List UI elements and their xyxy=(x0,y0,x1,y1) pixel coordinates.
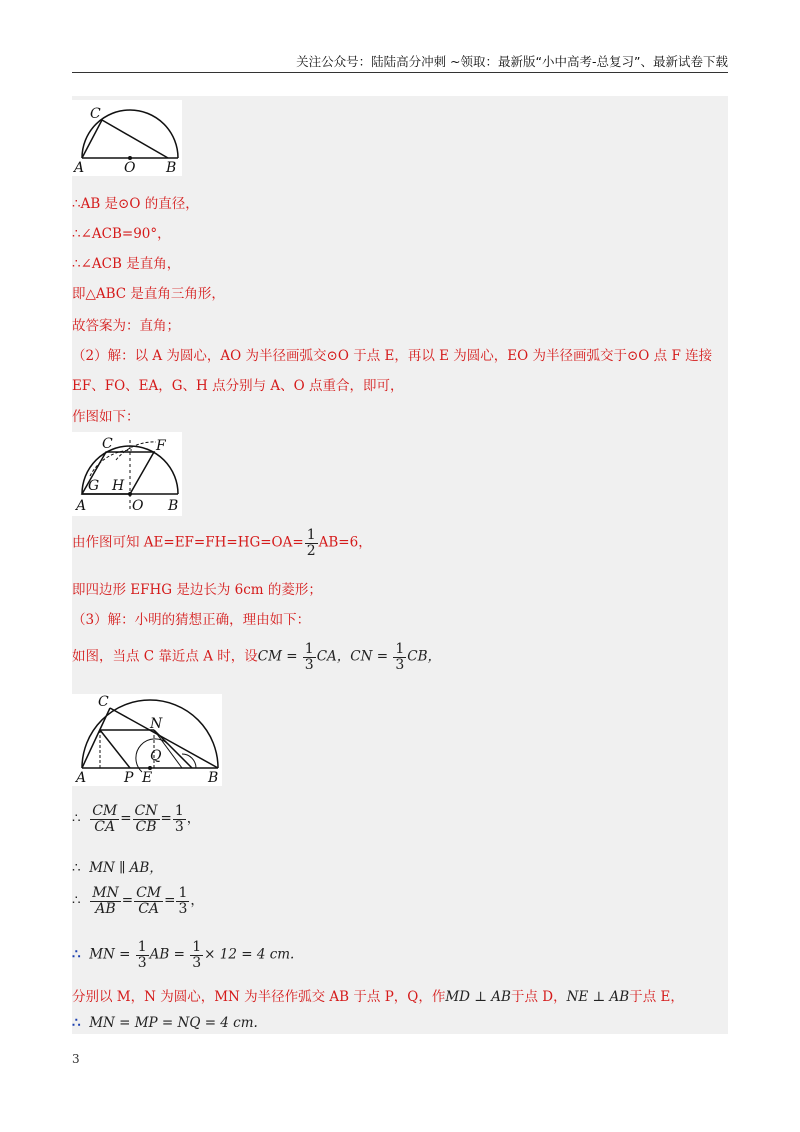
text-segment: 分别以 M，N 为圆心，MN 为半径作弧交 AB 于点 P，Q，作 xyxy=(72,989,446,1005)
label-a: A xyxy=(76,498,87,514)
label-q: Q xyxy=(150,748,162,764)
text-line: ∴∠ACB 是直角， xyxy=(72,256,181,272)
math-line xyxy=(72,856,163,876)
fraction xyxy=(173,804,186,834)
math-segment: × 12 = 4 cm. xyxy=(204,946,295,963)
text-segment: 于点 D， xyxy=(510,989,567,1005)
page-header: 关注公众号：陆陆高分冲刺 ~领取：最新版“小中高考-总复习”、最新试卷下载 xyxy=(296,54,728,69)
label-a: A xyxy=(76,770,87,786)
denominator: 3 xyxy=(178,900,188,917)
denominator: CA xyxy=(94,818,116,835)
numerator: 1 xyxy=(174,803,184,819)
label-h: H xyxy=(112,478,125,494)
text-line: （3）解：小明的猜想正确，理由如下： xyxy=(72,612,311,628)
figure-semicircle-mn xyxy=(72,694,222,786)
denominator: 3 xyxy=(174,818,184,835)
label-b: B xyxy=(208,770,219,786)
fraction xyxy=(393,642,406,672)
numerator: 1 xyxy=(137,939,147,955)
math-segment: MN = MP = NQ = 4 cm. xyxy=(89,1015,258,1031)
numerator: CN xyxy=(134,803,158,819)
figure-semicircle-abc xyxy=(72,100,182,176)
math-segment: MN ∥ AB， xyxy=(89,860,163,876)
fraction xyxy=(190,940,203,970)
numerator: 1 xyxy=(395,641,405,657)
text-line: 即△ABC 是直角三角形， xyxy=(72,286,225,302)
numerator: CM xyxy=(136,885,162,901)
therefore-symbol: ∴ xyxy=(72,892,81,909)
denominator: 3 xyxy=(192,954,202,971)
text-segment: ， xyxy=(190,892,204,909)
text-segment: 于点 E， xyxy=(629,989,684,1005)
math-segment: CA，CN = xyxy=(316,648,393,665)
math-line: ∴ $\frac{MN}{AB}$ = $\frac{CM}{CA}$ = $\frac{1}{3}$ ， xyxy=(72,885,204,917)
text-line: ∴∠ACB=90°， xyxy=(72,226,171,242)
therefore-symbol: ∴ xyxy=(72,860,81,876)
label-b: B xyxy=(166,160,177,176)
fraction xyxy=(303,642,316,672)
math-segment: CB， xyxy=(407,648,442,665)
math-segment: MN = xyxy=(89,946,135,963)
label-p: P xyxy=(124,770,134,786)
label-c: C xyxy=(90,106,101,122)
denominator: 3 xyxy=(304,656,314,673)
label-e: E xyxy=(142,770,153,786)
numerator: MN xyxy=(92,885,119,901)
math-segment: MD ⊥ AB xyxy=(445,989,511,1005)
header-divider xyxy=(72,72,728,73)
label-b: B xyxy=(168,498,179,514)
text-line-fraction xyxy=(72,642,441,672)
text-line-fraction xyxy=(72,528,372,558)
math-line: ∴ $\frac{CM}{CA}$ = $\frac{CN}{CB}$ = $\frac{1}{3}$ ， xyxy=(72,803,201,835)
label-o: O xyxy=(124,160,136,176)
label-c: C xyxy=(98,694,109,710)
fraction xyxy=(176,886,189,916)
text-line: 即四边形 EFHG 是边长为 6cm 的菱形； xyxy=(72,582,322,598)
numerator: 1 xyxy=(192,939,202,955)
label-c: C xyxy=(102,436,113,452)
label-f: F xyxy=(156,438,166,454)
text-line-mixed xyxy=(72,985,684,1005)
denominator: CA xyxy=(138,900,160,917)
math-line xyxy=(72,940,294,970)
label-o: O xyxy=(132,498,144,514)
fraction xyxy=(134,886,163,916)
math-segment: NE ⊥ AB xyxy=(566,989,630,1005)
text-segment: ， xyxy=(186,810,201,827)
text-segment: AB=6， xyxy=(318,534,372,551)
denominator: 2 xyxy=(306,542,316,559)
math-segment: AB = xyxy=(149,946,190,963)
numerator: 1 xyxy=(304,641,314,657)
label-g: G xyxy=(88,478,100,494)
text-line: EF、FO、EA，G、H 点分别与 A、O 点重合，即可， xyxy=(72,378,404,394)
label-a: A xyxy=(74,160,85,176)
text-line: （2）解：以 A 为圆心，AO 为半径画弧交⊙O 于点 E，再以 E 为圆心，EO 为半径画弧交于⊙O 点 F 连接 xyxy=(72,348,713,364)
denominator: CB xyxy=(135,818,157,835)
text-line: 故答案为：直角； xyxy=(72,318,180,334)
therefore-symbol: ∴ xyxy=(72,1015,81,1031)
text-line: 作图如下： xyxy=(72,409,140,425)
page-number: 3 xyxy=(72,1052,80,1066)
denominator: 3 xyxy=(137,954,147,971)
text-segment: 如图，当点 C 靠近点 A 时，设 xyxy=(72,648,258,665)
numerator: CM xyxy=(92,803,118,819)
denominator: 3 xyxy=(395,656,405,673)
fraction xyxy=(136,940,149,970)
math-line xyxy=(72,1015,258,1031)
fraction xyxy=(305,528,318,558)
label-n: N xyxy=(150,716,163,732)
fraction xyxy=(133,804,160,834)
fraction xyxy=(90,804,119,834)
figure-rhombus-construction xyxy=(72,432,182,516)
denominator: AB xyxy=(95,900,116,917)
therefore-symbol: ∴ xyxy=(72,810,81,827)
therefore-symbol: ∴ xyxy=(72,946,81,963)
fraction xyxy=(90,886,121,916)
numerator: 1 xyxy=(178,885,188,901)
numerator: 1 xyxy=(306,527,316,543)
text-line: ∴AB 是⊙O 的直径， xyxy=(72,196,199,212)
math-segment: CM = xyxy=(257,648,302,665)
text-segment: 由作图可知 AE=EF=FH=HG=OA= xyxy=(72,534,304,551)
